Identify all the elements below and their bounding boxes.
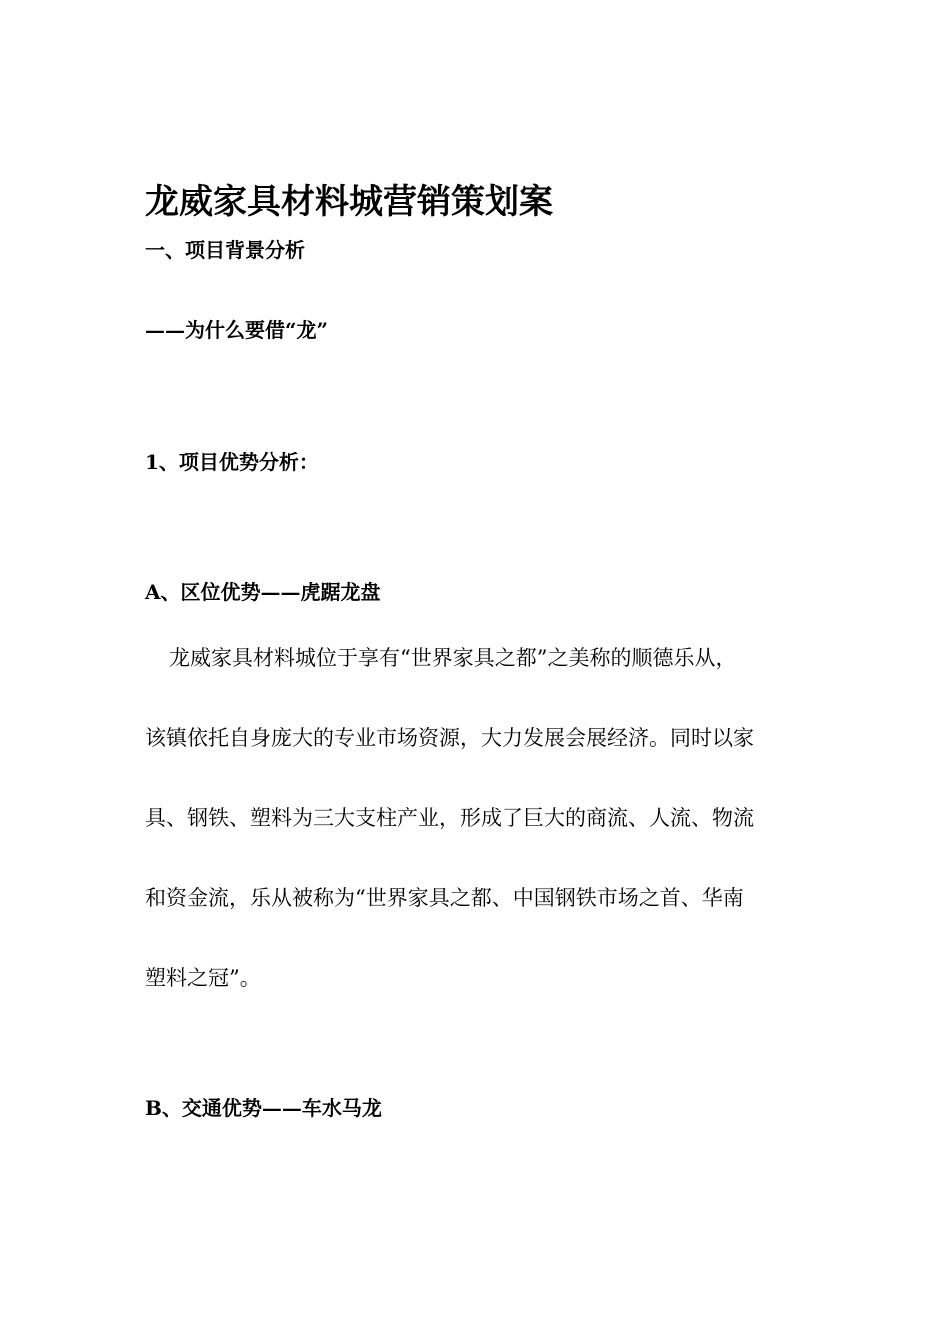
document-title: 龙威家具材料城营销策划案 [145,182,553,222]
paragraph-line: 龙威家具材料城位于享有“世界家具之都”之美称的顺德乐从， [169,646,737,670]
paragraph-line: 该镇依托自身庞大的专业市场资源，大力发展会展经济。同时以家 [145,726,754,750]
section-heading-background-analysis: 一、项目背景分析 [145,238,305,262]
point-heading-transportation: B、交通优势——车水马龙 [145,1096,382,1120]
subsection-heading-advantages: 1、项目优势分析： [145,450,319,474]
section-subheading-why-dragon: ——为什么要借“龙” [145,318,329,342]
location-paragraph [145,638,807,1038]
paragraph-line: 具、钢铁、塑料为三大支柱产业，形成了巨大的商流、人流、物流 [145,806,754,830]
point-heading-location: A、区位优势——虎踞龙盘 [145,580,381,604]
paragraph-line: 和资金流，乐从被称为“世界家具之都、中国钢铁市场之首、华南 [145,886,744,910]
paragraph-line: 塑料之冠”。 [145,966,261,990]
